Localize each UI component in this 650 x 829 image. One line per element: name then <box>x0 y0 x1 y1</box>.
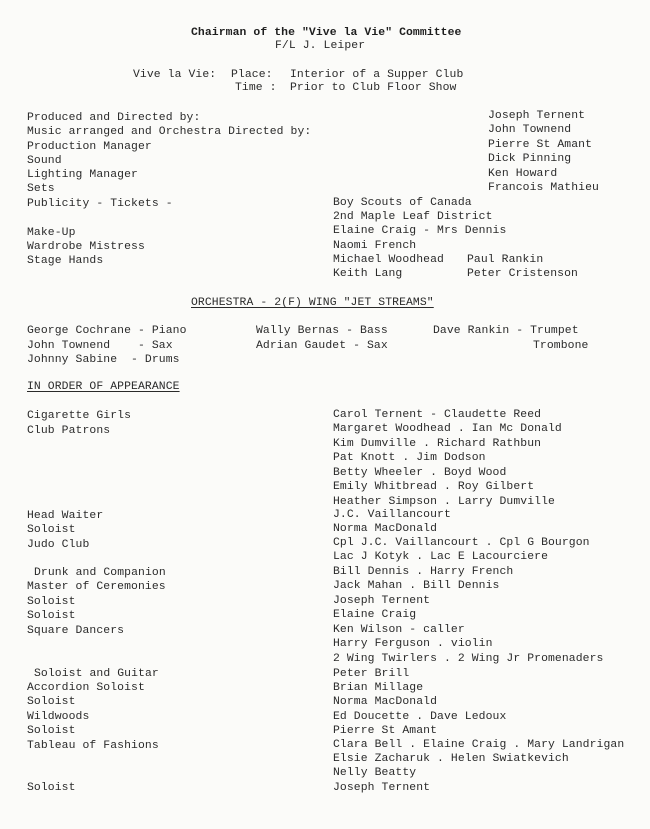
act-name: Soloist <box>27 610 76 622</box>
performer-line: Bill Dennis . Harry French <box>333 566 514 578</box>
performer-line: Margaret Woodhead . Ian Mc Donald <box>333 423 562 435</box>
act-name: Soloist <box>27 596 76 608</box>
staff-role: Production Manager <box>27 141 152 153</box>
staff-role: Publicity - Tickets - <box>27 198 173 210</box>
staff-name: Naomi French <box>333 240 417 252</box>
performer-line: Heather Simpson . Larry Dumville <box>333 496 555 508</box>
staff-name: Keith Lang <box>333 268 403 280</box>
performer-line: Betty Wheeler . Boyd Wood <box>333 467 507 479</box>
performer-line: Carol Ternent - Claudette Reed <box>333 409 542 421</box>
act-name: Square Dancers <box>27 625 125 637</box>
performer-line: Ken Wilson - caller <box>333 624 465 636</box>
staff-role: Sound <box>27 155 62 167</box>
staff-role: Sets <box>27 183 55 195</box>
staff-role: Lighting Manager <box>27 169 138 181</box>
staff-name: Dick Pinning <box>488 153 572 165</box>
staff-name: Michael Woodhead <box>333 254 444 266</box>
performer-line: Emily Whitbread . Roy Gilbert <box>333 481 535 493</box>
performer-line: Kim Dumville . Richard Rathbun <box>333 438 542 450</box>
performer-line: Clara Bell . Elaine Craig . Mary Landrigan <box>333 739 625 751</box>
orchestra-member: Johnny Sabine - Drums <box>27 354 180 366</box>
act-name: Wildwoods <box>27 711 90 723</box>
staff-name: Elaine Craig - Mrs Dennis <box>333 225 507 237</box>
orchestra-member: Wally Bernas - Bass <box>256 325 388 337</box>
act-name: Head Waiter <box>27 510 104 522</box>
performer-line: Joseph Ternent <box>333 595 431 607</box>
act-name: Soloist <box>27 725 76 737</box>
performer-line: Harry Ferguson . violin <box>333 638 493 650</box>
performer-line: Nelly Beatty <box>333 767 417 779</box>
performer-line: Joseph Ternent <box>333 782 431 794</box>
act-name: Cigarette Girls <box>27 410 132 422</box>
orchestra-member: Adrian Gaudet - Sax <box>256 340 388 352</box>
performer-line: J.C. Vaillancourt <box>333 509 451 521</box>
staff-name: 2nd Maple Leaf District <box>333 211 493 223</box>
committee-title: Chairman of the "Vive la Vie" Committee <box>191 27 462 39</box>
performer-line: Ed Doucette . Dave Ledoux <box>333 711 507 723</box>
orchestra-member: Trombone <box>533 340 589 352</box>
act-name: Master of Ceremonies <box>27 581 166 593</box>
performer-line: Brian Millage <box>333 682 424 694</box>
act-name: Tableau of Fashions <box>27 740 159 752</box>
show-name: Vive la Vie: <box>133 69 217 81</box>
orchestra-member: John Townend - Sax <box>27 340 173 352</box>
time-value: Prior to Club Floor Show <box>290 82 457 94</box>
act-name: Soloist and Guitar <box>34 668 159 680</box>
staff-name: Joseph Ternent <box>488 110 586 122</box>
staff-role: Wardrobe Mistress <box>27 241 145 253</box>
staff-name: Boy Scouts of Canada <box>333 197 472 209</box>
act-name: Soloist <box>27 524 76 536</box>
performer-line: 2 Wing Twirlers . 2 Wing Jr Promenaders <box>333 653 604 665</box>
staff-name: John Townend <box>488 124 572 136</box>
performer-line: Norma MacDonald <box>333 696 438 708</box>
performer-line: Peter Brill <box>333 668 410 680</box>
performer-line: Elaine Craig <box>333 609 417 621</box>
act-name: Soloist <box>27 696 76 708</box>
orchestra-member: George Cochrane - Piano <box>27 325 187 337</box>
place-value: Interior of a Supper Club <box>290 69 464 81</box>
appearance-heading: IN ORDER OF APPEARANCE <box>27 381 180 393</box>
orchestra-member: Dave Rankin - Trumpet <box>433 325 579 337</box>
staff-role: Stage Hands <box>27 255 104 267</box>
act-name: Accordion Soloist <box>27 682 145 694</box>
performer-line: Jack Mahan . Bill Dennis <box>333 580 500 592</box>
staff-role: Music arranged and Orchestra Directed by: <box>27 126 312 138</box>
performer-line: Elsie Zacharuk . Helen Swiatkevich <box>333 753 569 765</box>
performer-line: Norma MacDonald <box>333 523 438 535</box>
staff-role: Make-Up <box>27 227 76 239</box>
performer-line: Pierre St Amant <box>333 725 438 737</box>
staff-name: Ken Howard <box>488 168 558 180</box>
staff-name: Peter Cristenson <box>467 268 578 280</box>
act-name: Drunk and Companion <box>34 567 166 579</box>
staff-name: Pierre St Amant <box>488 139 593 151</box>
place-label: Place: <box>231 69 273 81</box>
time-label: Time : <box>235 82 277 94</box>
performer-line: Lac J Kotyk . Lac E Lacourciere <box>333 551 549 563</box>
act-name: Soloist <box>27 782 76 794</box>
performer-line: Cpl J.C. Vaillancourt . Cpl G Bourgon <box>333 537 590 549</box>
staff-role: Produced and Directed by: <box>27 112 201 124</box>
act-name: Judo Club <box>27 539 90 551</box>
staff-name: Francois Mathieu <box>488 182 599 194</box>
staff-name: Paul Rankin <box>467 254 544 266</box>
chairman-name: F/L J. Leiper <box>275 40 366 52</box>
orchestra-heading: ORCHESTRA - 2(F) WING "JET STREAMS" <box>191 297 434 309</box>
act-name: Club Patrons <box>27 425 111 437</box>
performer-line: Pat Knott . Jim Dodson <box>333 452 486 464</box>
